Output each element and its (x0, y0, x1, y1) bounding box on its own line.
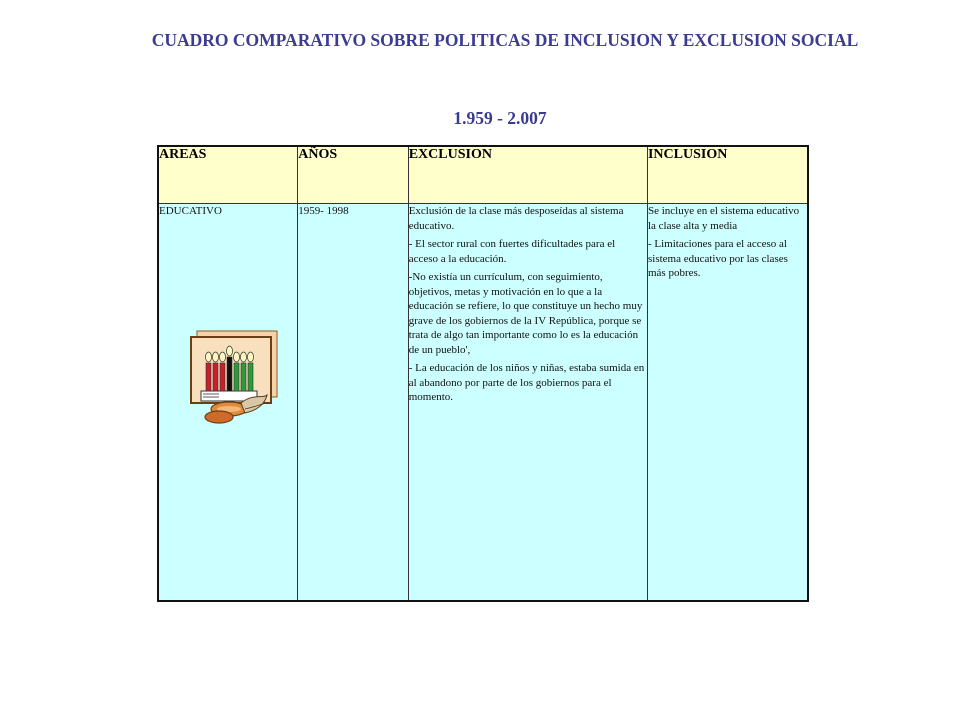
cell-inclusion (647, 204, 808, 602)
year-range: 1.959 - 2.007 (453, 108, 547, 128)
exclusion-item: - La educación de los niños y niñas, estaba sumida en al abandono por parte de los gobiernos para el momento. (408, 362, 645, 403)
exclusion-item: Exclusión de la clase más desposeídas al sistema educativo. (408, 205, 624, 232)
header-areas: AREAS (158, 146, 298, 204)
header-inclusion: INCLUSION (647, 146, 808, 204)
area-label: EDUCATIVO (159, 205, 222, 217)
exclusion-item: - El sector rural con fuertes dificultades para el acceso a la educación. (408, 238, 616, 265)
header-row (158, 146, 808, 204)
header-anos: AÑOS (298, 146, 408, 204)
cell-area (158, 204, 298, 602)
exclusion-item: -No existía un currículum, con seguimiento, objetivos, metas y motivación en lo que a la educación se refiere, lo que constituye un hecho muy grave de los gobiernos de la IV República, porque se trata de algo tan importante como lo es la educación de un pueblo', (408, 271, 643, 356)
inclusion-item: - Limitaciones para el acceso al sistema educativo por las clases más pobres. (647, 238, 788, 279)
kwanzaa-candles-clipart-icon (179, 329, 279, 429)
document-title: CUADRO COMPARATIVO SOBRE POLITICAS DE INCLUSION Y EXCLUSION SOCIAL (151, 30, 859, 50)
comparison-table (157, 145, 809, 602)
inclusion-item: Se incluye en el sistema educativo la clase alta y media (647, 205, 800, 232)
header-exclusion: EXCLUSION (408, 146, 647, 204)
cell-exclusion (408, 204, 647, 602)
cell-years: 1959- 1998 (298, 204, 408, 602)
table-row (158, 204, 808, 602)
